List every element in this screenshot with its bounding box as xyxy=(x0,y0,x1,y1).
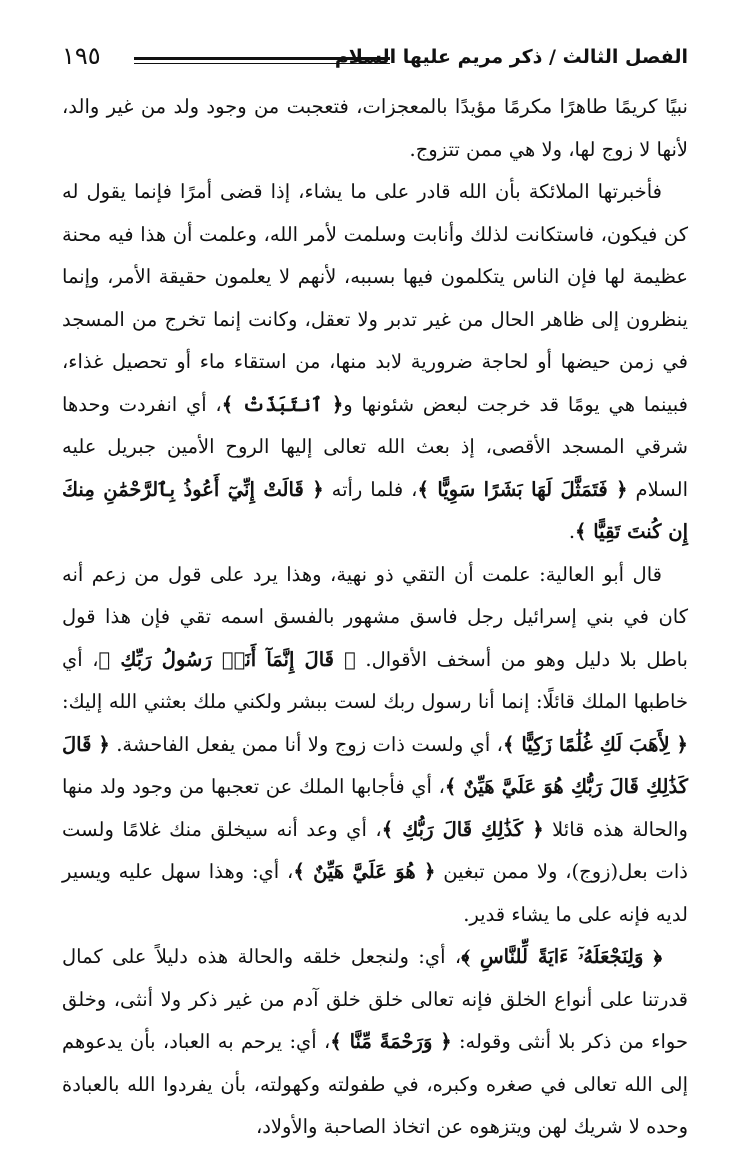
paragraph-text: ، أي انفردت وحدها شرقي المسجد الأقصى، إذ بعث الله تعالى إليها الروح الأمين جبريل عليه السلام xyxy=(62,392,688,501)
chapter-title: الفصل الثالث / ذكر مريم عليها السلام xyxy=(334,46,688,68)
paragraph-text: ، أي خاطبها الملك قائلًا: إنما أنا رسول ربك لست ببشر ولكني ملك بعثني الله إليك: xyxy=(62,647,688,713)
paragraph-text: ، أي وعد أنه سيخلق منك غلامًا ولست ذات بعل(زوج)، ولا ممن تبغين xyxy=(62,817,688,883)
paragraph-text: قال أبو العالية: علمت أن التقي ذو نهية، وهذا يرد على قول من زعم أنه كان في بني إسرائيل رجل فاسق مشهور بالفسق اسمه تقي فإن هذا قول باطل بلا دليل وهو من أسخف الأقوال. xyxy=(62,562,688,671)
quran-verse: ﴿ كَذَٰلِكِ قَالَ رَبُّكِ ﴾ xyxy=(381,817,544,841)
paragraph-text: ، أي ولست ذات زوج ولا أنا ممن يفعل الفاحشة. xyxy=(109,732,503,756)
quran-verse: ﴿ وَرَحْمَةً مِّنَّا ﴾ xyxy=(330,1030,452,1053)
page-header xyxy=(62,42,688,82)
paragraph-text: ، أي فأجابها الملك عن تعجبها من وجود ولد منها والحالة هذه قائلا xyxy=(62,775,688,841)
paragraph-text: ، أي: ولنجعل خلقه والحالة هذه دليلاً على كمال قدرتنا على أنواع الخلق فإنه تعالى خلق خلق آدم من غير ذكر ولا أنثى، وخلق حواء من ذكر بلا أنثى وقوله: xyxy=(62,945,688,1053)
quran-verse: ﴿ فَتَمَثَّلَ لَهَا بَشَرًا سَوِيًّا ﴾ xyxy=(417,477,628,501)
quran-verse: ﴿ هُوَ عَلَيَّ هَيِّنٌ ﴾ xyxy=(293,860,436,883)
quran-verse: ﴿ قَالَتْ إِنِّيٓ أَعُوذُ بِٱلرَّحْمَٰنِ مِنكَ إِن كُنتَ تَقِيًّا ﴾ xyxy=(62,477,688,543)
quran-verse: ﴿ قَالَ إِنَّمَآ أَنَا۠ رَسُولُ رَبِّكِ ﴾ xyxy=(98,647,356,671)
body-text xyxy=(62,86,688,1149)
quran-verse: ﴿ لِأَهَبَ لَكِ غُلَٰمًا زَكِيًّا ﴾ xyxy=(502,732,688,756)
paragraph-text: فأخبرتها الملائكة بأن الله قادر على ما يشاء، إذا قضى أمرًا فإنما يقول له كن فيكون، فاستكانت لذلك وأنابت وسلمت لأمر الله، وعلمت أن هذا فيه محنة عظيمة لها فإن الناس يتكلمون فيها بسببه، لأنهم لا يعلمون حقيقة الأمر، وإنما ينظرون إلى ظاهر الحال من غير تدبر ولا تعقل، وكانت إنما تخرج من المسجد في زمن حيضها أو لحاجة ضرورية لابد منها، من استقاء ماء أو تحصيل غذاء، فبينما هي يومًا قد خرجت لبعض شئونها و xyxy=(62,180,688,416)
paragraph-text: ، فلما رأته xyxy=(323,477,418,501)
page-number: ١٩٥ xyxy=(62,42,101,70)
paragraph-text: ، أي: وهذا سهل عليه ويسير لديه فإنه على ما يشاء قدير. xyxy=(62,860,688,926)
paragraph xyxy=(62,554,688,937)
paragraph xyxy=(62,936,688,1149)
header-rule xyxy=(134,57,390,64)
paragraph xyxy=(62,86,688,171)
paragraph-text: ، أي: يرحم به العباد، بأن يدعوهم إلى الله تعالى في صغره وكبره، في طفولته وكهولته، بأن يفردوا الله بالعبادة وحده لا شريك لهن ويتزهوه عن اتخاذ الصاحبة والأولاد، xyxy=(62,1030,688,1138)
paragraph xyxy=(62,171,688,554)
quran-verse: ﴿ وَلِنَجْعَلَهُۥٓ ءَايَةً لِّلنَّاسِ ﴾ xyxy=(461,945,662,968)
quran-verse: ﴿ قَالَ كَذَٰلِكِ قَالَ رَبُّكِ هُوَ عَلَيَّ هَيِّنٌ ﴾ xyxy=(62,732,688,798)
paragraph-text: نبيًا كريمًا طاهرًا مكرمًا مؤيدًا بالمعجزات، فتعجبت من وجود ولد من غير والد، لأنها لا زوج لها، ولا هي ممن تتزوج. xyxy=(62,95,688,161)
paragraph-text: . xyxy=(568,520,576,543)
quran-verse: ﴿ ٱنتَبَذَتْ ﴾ xyxy=(221,392,344,416)
